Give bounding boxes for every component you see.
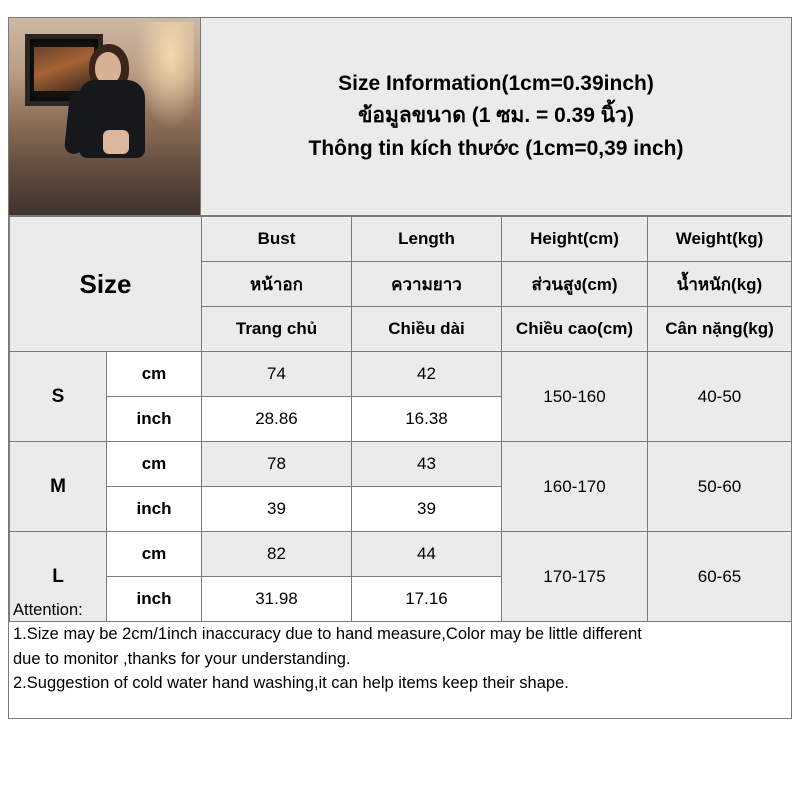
row-s-bust-cm: 74 [202, 352, 352, 397]
size-label-m: M [50, 475, 66, 497]
row-s-weight: 40-50 [648, 352, 792, 442]
model-midriff [103, 130, 129, 154]
row-l-length-cm: 44 [352, 532, 502, 577]
row-m-length-cm: 43 [352, 442, 502, 487]
row-s-unit-inch: inch [107, 397, 202, 442]
row-m-height: 160-170 [502, 442, 648, 532]
row-s-length-inch: 16.38 [352, 397, 502, 442]
col-header-bust-en: Bust [202, 217, 352, 262]
row-l-unit-inch: inch [107, 577, 202, 622]
size-label-s: S [51, 385, 65, 407]
col-header-height-th: ส่วนสูง(cm) [502, 262, 648, 307]
attention-line-1a: 1.Size may be 2cm/1inch inaccuracy due to hand measure,Color may be little different [13, 625, 642, 644]
size-label-l: L [52, 565, 64, 587]
row-m-bust-cm: 78 [202, 442, 352, 487]
row-m-length-inch: 39 [352, 487, 502, 532]
attention-line-2: 2.Suggestion of cold water hand washing,it can help items keep their shape. [13, 673, 569, 692]
row-l-length-inch: 17.16 [352, 577, 502, 622]
row-l-bust-cm: 82 [202, 532, 352, 577]
col-header-weight-vi: Cân nặng(kg) [648, 307, 792, 352]
row-l-bust-inch: 31.98 [202, 577, 352, 622]
col-header-length-th: ความยาว [352, 262, 502, 307]
col-header-weight-th: น้ำหนัก(kg) [648, 262, 792, 307]
col-header-height-vi: Chiều cao(cm) [502, 307, 648, 352]
row-m-unit-inch: inch [107, 487, 202, 532]
row-size-m [10, 442, 107, 532]
row-l-weight: 60-65 [648, 532, 792, 622]
chart-header [9, 18, 791, 216]
row-m-weight: 50-60 [648, 442, 792, 532]
table-row [10, 352, 792, 397]
attention-line-1b: due to monitor ,thanks for your understanding. [13, 649, 351, 668]
row-l-unit-cm: cm [107, 532, 202, 577]
row-m-bust-inch: 39 [202, 487, 352, 532]
title-line-th: ข้อมูลขนาด (1 ซม. = 0.39 นิ้ว) [358, 104, 634, 128]
attention-heading: Attention: [13, 601, 83, 619]
size-table [9, 216, 792, 622]
row-s-unit-cm: cm [107, 352, 202, 397]
col-header-length-vi: Chiều dài [352, 307, 502, 352]
size-header-cell [10, 217, 202, 352]
table-row [10, 442, 792, 487]
row-s-length-cm: 42 [352, 352, 502, 397]
row-s-bust-inch: 28.86 [202, 397, 352, 442]
row-m-unit-cm: cm [107, 442, 202, 487]
model-jeans [81, 152, 147, 215]
col-header-bust-vi: Trang chủ [202, 307, 352, 352]
row-l-height: 170-175 [502, 532, 648, 622]
row-size-s [10, 352, 107, 442]
chart-title-block [201, 18, 791, 215]
row-s-height: 150-160 [502, 352, 648, 442]
title-line-en: Size Information(1cm=0.39inch) [338, 71, 654, 95]
table-row [10, 532, 792, 577]
attention-notes [9, 596, 789, 695]
col-header-height-en: Height(cm) [502, 217, 648, 262]
title-line-vi: Thông tin kích thước (1cm=0,39 inch) [308, 136, 684, 160]
col-header-bust-th: หน้าอก [202, 262, 352, 307]
size-header-label: Size [79, 268, 132, 299]
table-header-row-en [10, 217, 792, 262]
col-header-weight-en: Weight(kg) [648, 217, 792, 262]
col-header-length-en: Length [352, 217, 502, 262]
product-photo [9, 18, 201, 215]
